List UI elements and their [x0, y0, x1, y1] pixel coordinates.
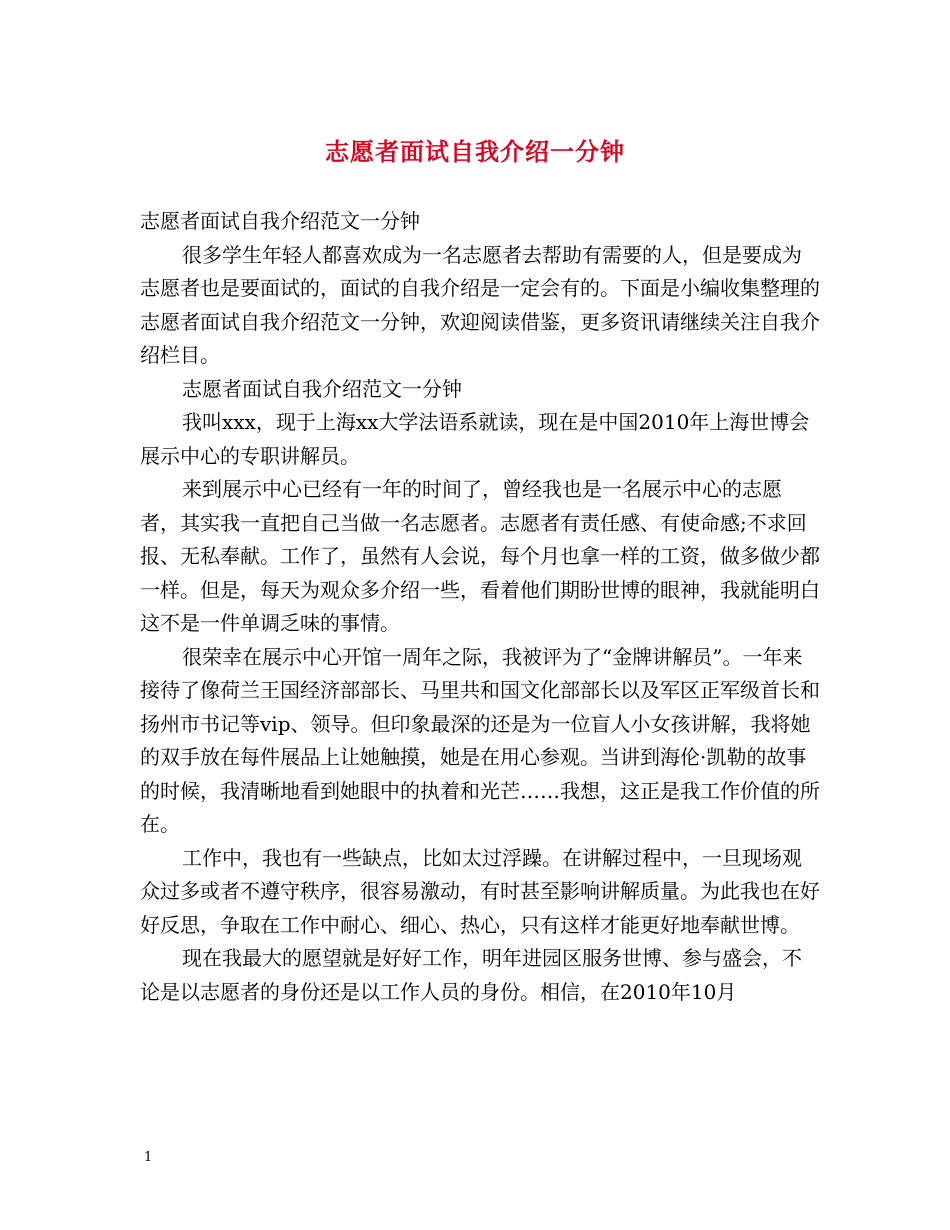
body-paragraph: 来到展示中心已经有一年的时间了，曾经我也是一名展示中心的志愿者，其实我一直把自己当做一名志愿者。志愿者有责任感、有使命感;不求回报、无私奉献。工作了，虽然有人会说，每个月也拿一样的工资，做多做少都一样。但是，每天为观众多介绍一些，看着他们期盼世博的眼神，我就能明白这不是一件单调乏味的事情。	[140, 477, 820, 635]
body-paragraph: 工作中，我也有一些缺点，比如太过浮躁。在讲解过程中，一旦现场观众过多或者不遵守秩序，很容易激动，有时甚至影响讲解质量。为此我也在好好反思，争取在工作中耐心、细心、热心，只有这样才能更好地奉献世博。	[140, 845, 820, 937]
body-paragraph: 很荣幸在展示中心开馆一周年之际，我被评为了“金牌讲解员”。一年来接待了像荷兰王国经济部部长、马里共和国文化部部长以及军区正军级首长和扬州市书记等vip、领导。但印象最深的还是为一位盲人小女孩讲解，我将她的双手放在每件展品上让她触摸，她是在用心参观。当讲到海伦·凯勒的故事的时候，我清晰地看到她眼中的执着和光芒……我想，这正是我工作价值的所在。	[140, 644, 820, 836]
page-number: 1	[144, 1150, 153, 1165]
section-heading-paragraph: 志愿者面试自我介绍范文一分钟	[182, 376, 462, 401]
intro-paragraph: 很多学生年轻人都喜欢成为一名志愿者去帮助有需要的人，但是要成为志愿者也是要面试的，面试的自我介绍是一定会有的。下面是小编收集整理的志愿者面试自我介绍范文一分钟，欢迎阅读借鉴，更多资讯请继续关注自我介绍栏目。	[140, 242, 820, 367]
document-title: 志愿者面试自我介绍一分钟	[325, 137, 625, 166]
body-paragraph: 我叫xxx，现于上海xx大学法语系就读，现在是中国2010年上海世博会展示中心的专职讲解员。	[140, 410, 810, 468]
subtitle-paragraph: 志愿者面试自我介绍范文一分钟	[140, 209, 420, 233]
document-body	[140, 205, 820, 1009]
body-paragraph: 现在我最大的愿望就是好好工作，明年进园区服务世博、参与盛会，不论是以志愿者的身份还是以工作人员的身份。相信，在2010年10月	[140, 946, 802, 1004]
